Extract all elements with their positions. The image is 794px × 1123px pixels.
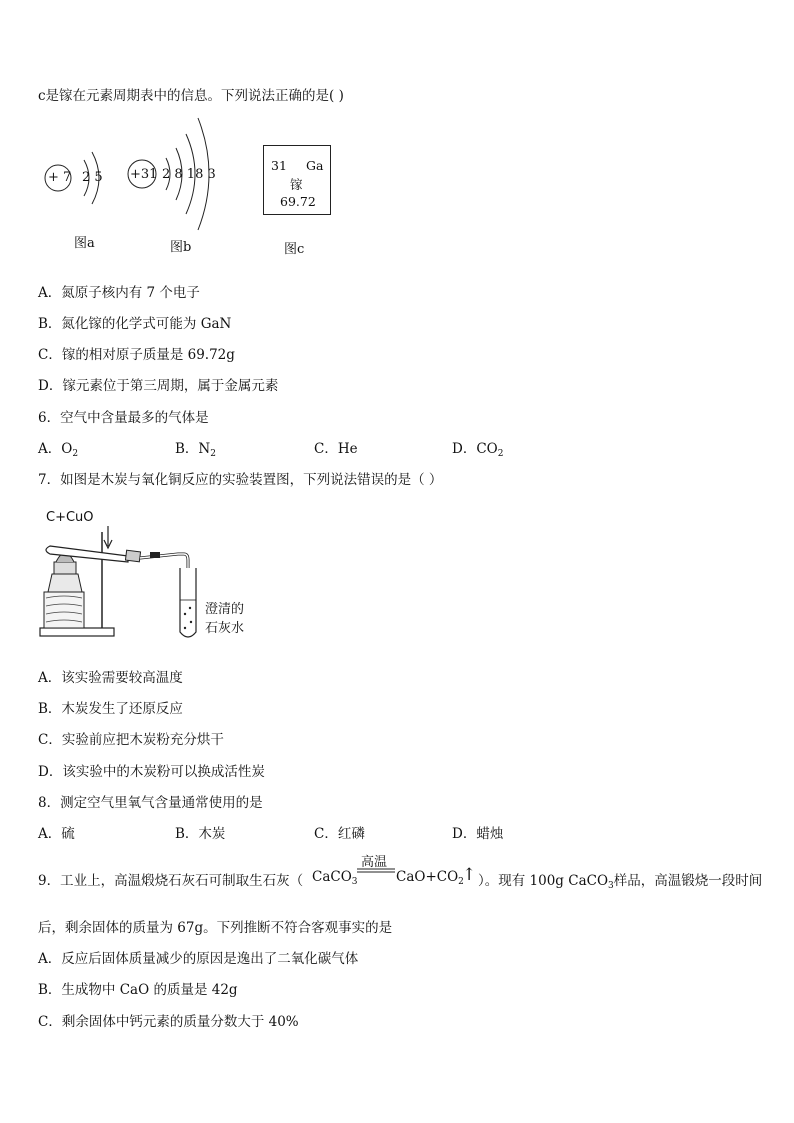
- limewater-label-line1: 澄清的: [205, 602, 245, 617]
- atomic-number: 31: [271, 158, 287, 173]
- q6-stem: 6．空气中含量最多的气体是: [38, 410, 209, 426]
- q9-option-c: C．剩余固体中钙元素的质量分数大于 40%: [38, 1014, 299, 1030]
- q9-stem-part1: 9．工业上，高温煅烧石灰石可制取生石灰（: [38, 873, 304, 889]
- gas-arrow-icon: ↑: [462, 865, 477, 885]
- q9-stem-line2: 后，剩余固体的质量为 67g。下列推断不符合客观事实的是: [38, 920, 393, 936]
- q8-option-b: B．木炭: [175, 826, 226, 842]
- q8-option-c: C．红磷: [314, 826, 365, 842]
- element-symbol: Ga: [306, 158, 324, 173]
- q9-caco3: CaCO$_3$: [312, 869, 358, 887]
- q9-option-b: B．生成物中 CaO 的质量是 42g: [38, 982, 238, 998]
- figure-b-label: 图b: [170, 240, 192, 255]
- atom-b-nucleus: +31: [130, 167, 158, 182]
- q9-product: $CaO+CO_2$: [396, 869, 464, 887]
- q7-option-a: A．该实验需要较高温度: [38, 670, 183, 686]
- q6-option-b: B．$N_2$: [175, 441, 216, 459]
- reaction-condition: 高温: [361, 855, 388, 870]
- periodic-table-cell: [263, 145, 331, 215]
- atom-a-shells: 2 5: [82, 170, 103, 185]
- q8-option-d: D．蜡烛: [452, 826, 504, 842]
- figure-a-label: 图a: [74, 236, 95, 251]
- q7-stem: 7．如图是木炭与氧化铜反应的实验装置图，下列说法错误的是（ ）: [38, 472, 443, 488]
- q5-option-a: A．氮原子核内有 7 个电子: [38, 285, 200, 301]
- q5-option-c: C．镓的相对原子质量是 69.72g: [38, 347, 235, 363]
- q9-option-a: A．反应后固体质量减少的原因是逸出了二氧化碳气体: [38, 951, 359, 967]
- atom-b-shells: 2 8 18 3: [162, 167, 216, 182]
- figure-c-label: 图c: [284, 242, 305, 257]
- q9-stem-part2: ）。现有 100g CaCO$_3$样品，高温锻烧一段时间: [478, 873, 763, 891]
- q8-option-a: A．硫: [38, 826, 75, 842]
- apparatus-diagram: [38, 524, 228, 644]
- q8-stem: 8．测定空气里氧气含量通常使用的是: [38, 795, 263, 811]
- q6-option-c: C．He: [314, 441, 358, 457]
- q7-option-c: C．实验前应把木炭粉充分烘干: [38, 732, 224, 748]
- q6-option-a: A．$O_2$: [38, 441, 79, 459]
- q5-option-d: D．镓元素位于第三周期，属于金属元素: [38, 378, 279, 394]
- limewater-label-line2: 石灰水: [205, 621, 245, 636]
- q5-intro: c是镓在元素周期表中的信息。下列说法正确的是( ): [38, 88, 344, 104]
- element-name: 镓: [290, 177, 303, 192]
- q7-option-d: D．该实验中的木炭粉可以换成活性炭: [38, 764, 265, 780]
- atom-a-nucleus: + 7: [48, 170, 72, 185]
- reactant-label: C+CuO: [46, 510, 94, 525]
- reaction-equals-sign: [357, 868, 395, 874]
- q7-option-b: B．木炭发生了还原反应: [38, 701, 183, 717]
- q6-option-d: D．$CO_2$: [452, 441, 504, 459]
- atomic-mass: 69.72: [280, 194, 316, 209]
- q5-option-b: B．氮化镓的化学式可能为 GaN: [38, 316, 232, 332]
